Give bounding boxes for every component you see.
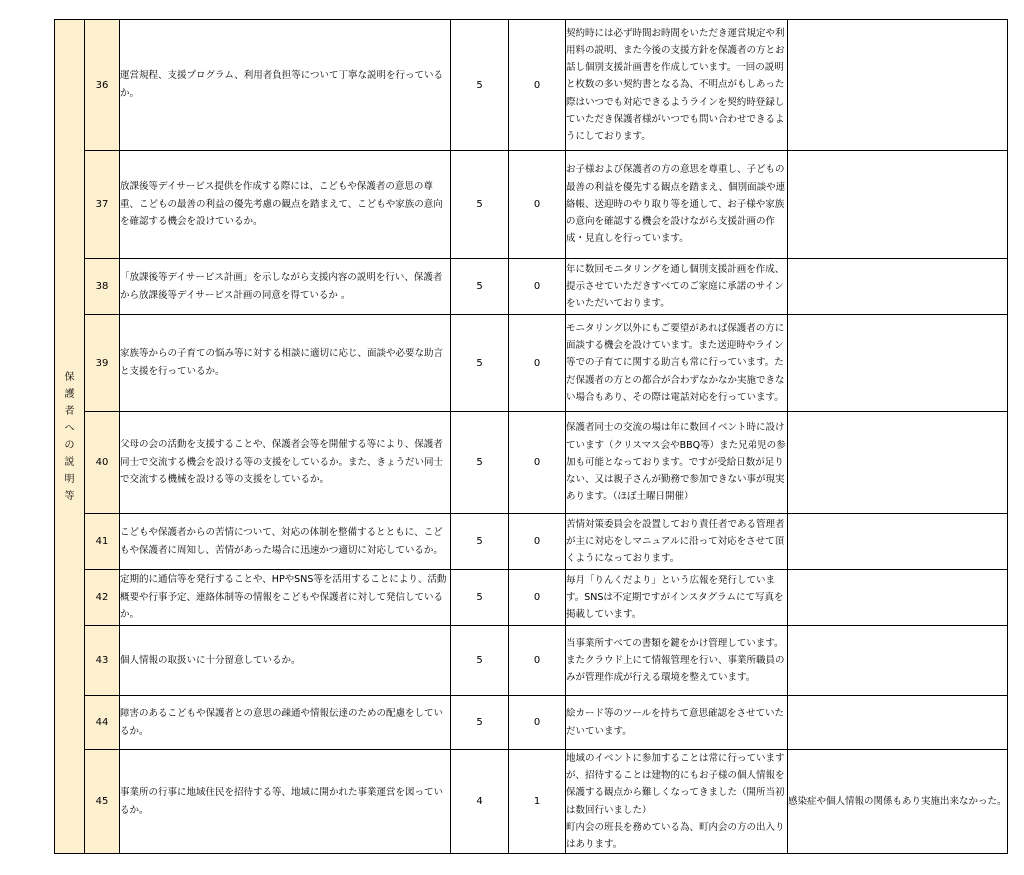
item-number: 42 xyxy=(85,570,120,626)
item-number: 41 xyxy=(85,514,120,570)
evaluation-table xyxy=(54,19,1008,854)
improvement-note xyxy=(788,626,1008,696)
question-text: 「放課後等デイサービス計画」を示しながら支援内容の説明を行い、保護者から放課後等デイサービス計画の同意を得ているか 。 xyxy=(120,259,451,315)
question-text: 個人情報の取扱いに十分留意しているか。 xyxy=(120,626,451,696)
no-count: 0 xyxy=(509,259,566,315)
table-row xyxy=(55,259,1008,315)
no-count: 0 xyxy=(509,696,566,750)
question-text: 定期的に通信等を発行することや、HPやSNS等を活用することにより、活動概要や行事予定、連絡体制等の情報をこどもや保護者に対して発信しているか。 xyxy=(120,570,451,626)
staff-comment: お子様および保護者の方の意思を尊重し、子どもの最善の利益を優先する観点を踏まえ、個別面談や連絡帳、送迎時のやり取り等を通して、お子様や家族の意向を確認する機会を設けながら支援計画の作成・見直しを行っています。 xyxy=(566,151,788,259)
yes-count: 5 xyxy=(451,259,509,315)
question-text: こどもや保護者からの苦情について、対応の体制を整備するとともに、こどもや保護者に周知し、苦情があった場合に迅速かつ適切に対応しているか。 xyxy=(120,514,451,570)
yes-count: 5 xyxy=(451,151,509,259)
yes-count: 5 xyxy=(451,20,509,151)
improvement-note xyxy=(788,412,1008,514)
yes-count: 5 xyxy=(451,412,509,514)
yes-count: 5 xyxy=(451,315,509,412)
yes-count: 5 xyxy=(451,696,509,750)
question-text: 運営規程、支援プログラム、利用者負担等について丁寧な説明を行っているか。 xyxy=(120,20,451,151)
question-text: 障害のあるこどもや保護者との意思の疎通や情報伝達のための配慮をしているか。 xyxy=(120,696,451,750)
item-number: 43 xyxy=(85,626,120,696)
table-row xyxy=(55,696,1008,750)
improvement-note xyxy=(788,20,1008,151)
table-row xyxy=(55,570,1008,626)
improvement-note xyxy=(788,315,1008,412)
item-number: 39 xyxy=(85,315,120,412)
no-count: 0 xyxy=(509,315,566,412)
staff-comment: 年に数回モニタリングを通し個別支援計画を作成、提示させていただきすべてのご家庭に承諾のサインをいただいております。 xyxy=(566,259,788,315)
question-text: 放課後等デイサービス提供を作成する際には、こどもや保護者の意思の尊重、こどもの最善の利益の優先考慮の観点を踏まえて、こどもや家族の意向を確認する機会を設けているか。 xyxy=(120,151,451,259)
improvement-note xyxy=(788,514,1008,570)
item-number: 40 xyxy=(85,412,120,514)
improvement-note xyxy=(788,570,1008,626)
staff-comment-line: 地域のイベントに参加することは常に行っていますが、招待することは建物的にもお子様の個人情報を保護する観点から難しくなってきました（開所当初は数回行いました） 町内会の班長を務めている為、町内会の方の出入りはあります。 xyxy=(566,753,785,851)
table-row xyxy=(55,20,1008,151)
improvement-note xyxy=(788,259,1008,315)
staff-comment: 契約時には必ず時間お時間をいただき運営規定や利用料の説明、また今後の支援方針を保護者の方とお話し個別支援計画書を作成しています。一回の説明と枚数の多い契約書となる為、不明点がもしあった際はいつでも対応できるようラインを契約時登録していただき保護者様がいつでも問い合わせできるようにしております。 xyxy=(566,20,788,151)
no-count: 0 xyxy=(509,514,566,570)
item-number: 45 xyxy=(85,750,120,854)
staff-comment xyxy=(566,750,788,854)
staff-comment: 保護者同士の交流の場は年に数回イベント時に設けています（クリスマス会やBBQ等）また兄弟児の参加も可能となっております。ですが受給日数が足りない、又は親子さんが勤務で参加できない事が現実あります。（ほぼ土曜日開催） xyxy=(566,412,788,514)
staff-comment: 苦情対策委員会を設置しており責任者である管理者が主に対応をしマニュアルに沿って対応をさせて頂くようになっております。 xyxy=(566,514,788,570)
no-count: 0 xyxy=(509,20,566,151)
yes-count: 5 xyxy=(451,626,509,696)
item-number: 37 xyxy=(85,151,120,259)
improvement-note: 感染症や個人情報の関係もあり実施出来なかった。 xyxy=(788,750,1008,854)
table-row xyxy=(55,412,1008,514)
question-text: 事業所の行事に地域住民を招待する等、地域に開かれた事業運営を図っているか。 xyxy=(120,750,451,854)
question-text: 家族等からの子育ての悩み等に対する相談に適切に応じ、面談や必要な助言と支援を行っているか。 xyxy=(120,315,451,412)
yes-count: 4 xyxy=(451,750,509,854)
table-row xyxy=(55,626,1008,696)
item-number: 38 xyxy=(85,259,120,315)
staff-comment: モニタリング以外にもご要望があれば保護者の方に面談する機会を設けています。また送迎時やライン等での子育てに関する助言も常に行っています。ただ保護者の方との都合が合わずなかなか実施できない場合もあり、その際は電話対応を行っています。 xyxy=(566,315,788,412)
no-count: 0 xyxy=(509,626,566,696)
table-row xyxy=(55,750,1008,854)
staff-comment: 毎月「りんくだより」という広報を発行しています。SNSは不定期ですがインスタグラムにて写真を掲載しています。 xyxy=(566,570,788,626)
improvement-note xyxy=(788,151,1008,259)
question-text: 父母の会の活動を支援することや、保護者会等を開催する等により、保護者同士で交流する機会を設ける等の支援をしているか。また、きょうだい同士で交流する機械を設ける等の支援をしているか。 xyxy=(120,412,451,514)
category-cell xyxy=(55,20,85,854)
yes-count: 5 xyxy=(451,570,509,626)
item-number: 36 xyxy=(85,20,120,151)
table-row xyxy=(55,514,1008,570)
table-row xyxy=(55,151,1008,259)
no-count: 0 xyxy=(509,412,566,514)
yes-count: 5 xyxy=(451,514,509,570)
no-count: 1 xyxy=(509,750,566,854)
staff-comment: 当事業所すべての書類を鍵をかけ管理しています。またクラウド上にて情報管理を行い、事業所職員のみが管理作成が行える環境を整えています。 xyxy=(566,626,788,696)
no-count: 0 xyxy=(509,151,566,259)
improvement-note xyxy=(788,696,1008,750)
category-label: 保護者への説明等 xyxy=(64,371,75,502)
table-row xyxy=(55,315,1008,412)
no-count: 0 xyxy=(509,570,566,626)
staff-comment: 絵カード等のツールを持ちて意思確認をさせていただいています。 xyxy=(566,696,788,750)
item-number: 44 xyxy=(85,696,120,750)
